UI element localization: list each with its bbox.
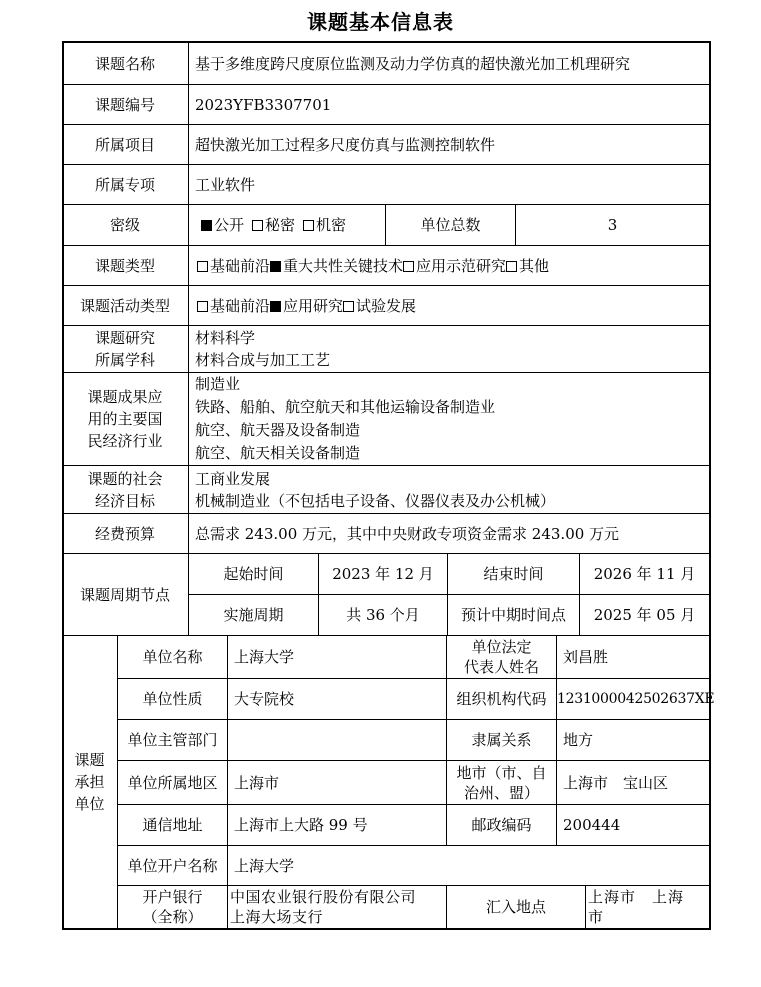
label-mailing-address: 通信地址	[142, 816, 203, 834]
value-city: 上海市 宝山区	[563, 773, 669, 792]
label-midterm: 预计中期时间点	[460, 606, 566, 624]
value-unit-name: 上海大学	[234, 648, 295, 666]
option-key-technology[interactable]: 重大共性关键技术	[270, 255, 403, 277]
label-project-type: 课题类型	[94, 256, 155, 275]
option-application-demo[interactable]: 应用示范研究	[403, 255, 506, 277]
label-legal-representative: 单位法定 代表人姓名	[463, 638, 539, 676]
option-basic-frontier[interactable]: 基础前沿	[197, 255, 270, 277]
label-socioeconomic-goal: 课题的社会 经济目标	[87, 469, 163, 510]
checkbox-checked-icon	[270, 261, 281, 272]
value-duration: 共 36 个月	[346, 606, 420, 624]
option-activity-applied[interactable]: 应用研究	[270, 295, 343, 317]
value-budget: 总需求 243.00 万元，其中中央财政专项资金需求 243.00 万元	[195, 524, 620, 543]
label-budget: 经费预算	[94, 524, 155, 543]
value-socioeconomic-goal: 工商业发展 机械制造业（不包括电子设备、仪器仪表及办公机械）	[195, 469, 556, 510]
value-mailing-address: 上海市上大路 99 号	[234, 816, 368, 834]
value-special-program: 工业软件	[195, 175, 256, 194]
value-affiliation: 地方	[563, 731, 594, 749]
label-bank: 开户银行 （全称）	[142, 888, 203, 926]
label-discipline: 课题研究 所属学科	[94, 329, 155, 369]
label-unit-nature: 单位性质	[142, 690, 203, 708]
label-start-time: 起始时间	[223, 565, 284, 583]
value-bank: 中国农业银行股份有限公司 上海大场支行	[230, 888, 417, 926]
checkbox-checked-icon	[201, 220, 212, 231]
checkbox-checked-icon	[270, 301, 281, 312]
label-project-name: 课题名称	[94, 54, 155, 73]
value-industry: 制造业 铁路、船舶、航空航天和其他运输设备制造业 航空、航天器及设备制造 航空、航天相关设备制造	[195, 375, 496, 462]
value-start-time: 2023 年 12 月	[332, 565, 434, 583]
option-confidential[interactable]: 机密	[303, 214, 346, 236]
label-postal-code: 邮政编码	[471, 816, 532, 834]
value-legal-representative: 刘昌胜	[563, 648, 609, 666]
label-unit-total: 单位总数	[420, 216, 481, 234]
value-org-code: 1231000042502637XE	[557, 691, 715, 707]
label-account-name: 单位开户名称	[127, 856, 218, 875]
label-unit-name: 单位名称	[142, 648, 203, 666]
value-discipline: 材料科学 材料合成与加工工艺	[195, 329, 331, 369]
label-supervising-dept: 单位主管部门	[127, 731, 218, 749]
value-unit-total: 3	[607, 216, 618, 234]
value-midterm: 2025 年 05 月	[593, 606, 696, 624]
checkbox-unchecked-icon	[343, 301, 354, 312]
label-city: 地市（市、自 治州、盟）	[456, 763, 547, 802]
label-period: 课题周期节点	[79, 585, 170, 604]
value-project-name: 基于多维度跨尺度原位监测及动力学仿真的超快激光加工机理研究	[195, 54, 631, 73]
option-secret[interactable]: 秘密	[252, 214, 295, 236]
label-special-program: 所属专项	[94, 175, 155, 194]
value-supervising-dept	[228, 720, 446, 760]
option-public[interactable]: 公开	[201, 214, 244, 236]
security-options	[189, 205, 385, 245]
project-type-options	[189, 246, 709, 285]
value-parent-project: 超快激光加工过程多尺度仿真与监测控制软件	[195, 135, 496, 154]
value-account-name: 上海大学	[234, 856, 295, 875]
checkbox-unchecked-icon	[252, 220, 263, 231]
label-remit-location: 汇入地点	[485, 898, 546, 916]
checkbox-unchecked-icon	[197, 261, 208, 272]
checkbox-unchecked-icon	[506, 261, 517, 272]
label-org-code: 组织机构代码	[456, 690, 547, 708]
label-industry: 课题成果应 用的主要国 民经济行业	[87, 388, 163, 450]
label-parent-project: 所属项目	[94, 135, 155, 154]
value-unit-nature: 大专院校	[234, 690, 295, 708]
label-affiliation: 隶属关系	[471, 731, 532, 749]
activity-type-options	[189, 286, 709, 325]
option-activity-experimental[interactable]: 试验发展	[343, 295, 416, 317]
option-other[interactable]: 其他	[506, 255, 549, 277]
option-activity-basic[interactable]: 基础前沿	[197, 295, 270, 317]
label-activity-type: 课题活动类型	[79, 296, 170, 315]
label-undertaking-unit: 课题 承担 单位	[74, 751, 105, 813]
page-title: 课题基本信息表	[307, 10, 454, 34]
value-unit-region: 上海市	[234, 773, 280, 792]
value-remit-location: 上海市 上海 市	[588, 888, 685, 926]
value-project-code: 2023YFB3307701	[195, 95, 332, 114]
checkbox-unchecked-icon	[197, 301, 208, 312]
label-end-time: 结束时间	[483, 565, 544, 583]
label-security-level: 密级	[109, 216, 140, 234]
label-project-code: 课题编号	[94, 95, 155, 114]
checkbox-unchecked-icon	[403, 261, 414, 272]
value-postal-code: 200444	[563, 816, 621, 834]
checkbox-unchecked-icon	[303, 220, 314, 231]
label-unit-region: 单位所属地区	[127, 773, 218, 792]
label-duration: 实施周期	[223, 606, 284, 624]
value-end-time: 2026 年 11 月	[593, 565, 696, 583]
